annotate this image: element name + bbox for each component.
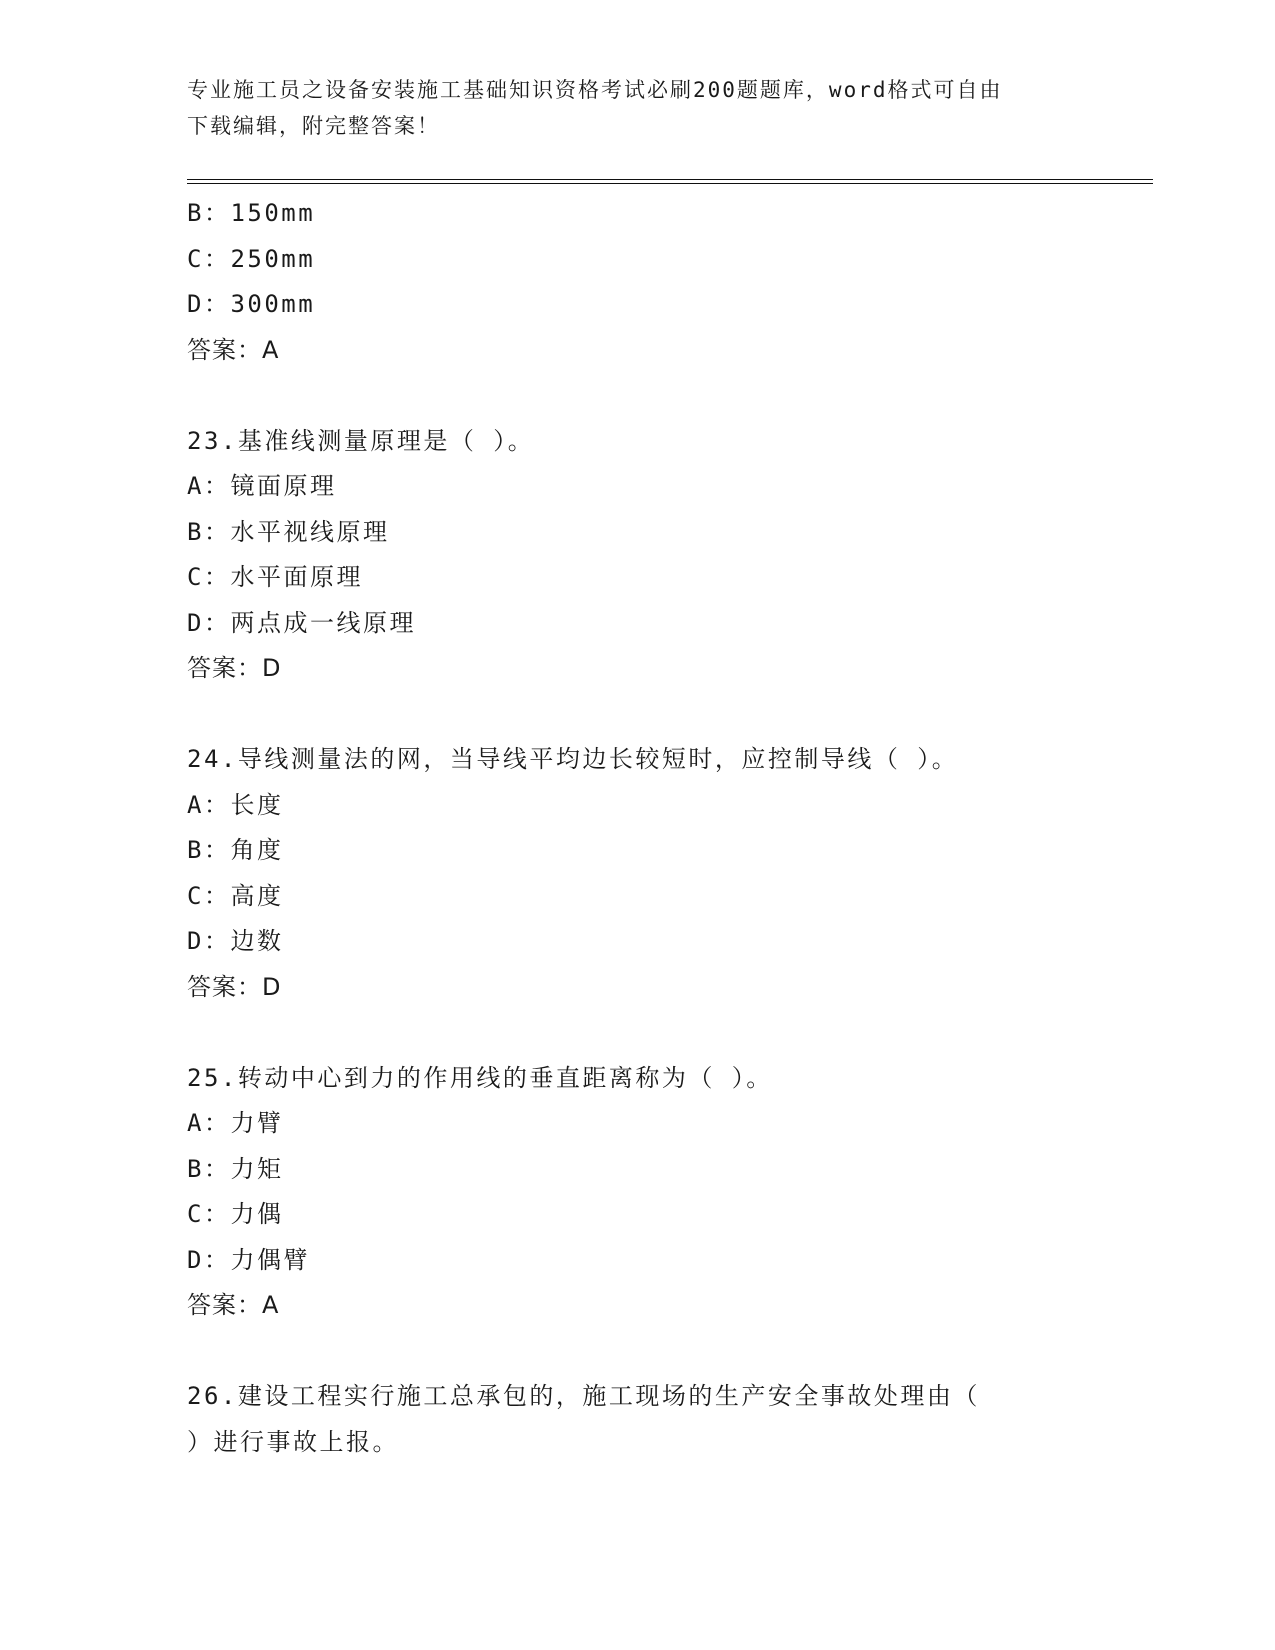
question-stem: 23.基准线测量原理是（ ）。 — [187, 426, 535, 455]
header-divider-bottom — [187, 183, 1153, 184]
spacer — [187, 1010, 1127, 1056]
option-d: D：两点成一线原理 — [187, 608, 416, 637]
question-stem-line-2: ）进行事故上报。 — [187, 1427, 399, 1456]
question-block-25 — [187, 1056, 1127, 1329]
option-d: D：300mm — [187, 290, 316, 318]
question-list — [187, 191, 1127, 1465]
question-block-23 — [187, 419, 1127, 692]
question-block-prev — [187, 191, 1127, 373]
question-stem: 25.转动中心到力的作用线的垂直距离称为（ ）。 — [187, 1063, 773, 1092]
answer-line: 答案：D — [187, 654, 282, 682]
option-b: B：150mm — [187, 199, 316, 227]
question-stem: 24.导线测量法的网，当导线平均边长较短时，应控制导线（ ）。 — [187, 745, 959, 773]
option-a: A：长度 — [187, 790, 284, 819]
option-c: C：250mm — [187, 244, 316, 273]
option-c: C：力偶 — [187, 1200, 284, 1228]
spacer — [187, 1329, 1127, 1375]
option-b: B：角度 — [187, 836, 284, 864]
header-title-line-2: 下载编辑，附完整答案！ — [187, 114, 440, 138]
spacer — [187, 692, 1127, 738]
question-block-24 — [187, 737, 1127, 1010]
option-a: A：镜面原理 — [187, 472, 337, 500]
header-divider-top — [187, 179, 1153, 180]
header-title-line-1: 专业施工员之设备安装施工基础知识资格考试必刷200题题库，word格式可自由 — [187, 78, 1003, 102]
option-b: B：力矩 — [187, 1154, 284, 1183]
option-d: D：边数 — [187, 927, 284, 955]
question-block-26 — [187, 1374, 1127, 1465]
answer-line: 答案：A — [187, 1291, 280, 1319]
question-stem-line-1: 26.建设工程实行施工总承包的，施工现场的生产安全事故处理由（ — [187, 1382, 980, 1410]
option-c: C：高度 — [187, 881, 284, 910]
option-d: D：力偶臂 — [187, 1245, 310, 1274]
option-c: C：水平面原理 — [187, 563, 363, 591]
option-a: A：力臂 — [187, 1109, 284, 1137]
option-b: B：水平视线原理 — [187, 517, 390, 546]
answer-line: 答案：D — [187, 972, 282, 1001]
spacer — [187, 373, 1127, 419]
document-header — [187, 72, 1067, 144]
answer-line: 答案：A — [187, 335, 280, 364]
